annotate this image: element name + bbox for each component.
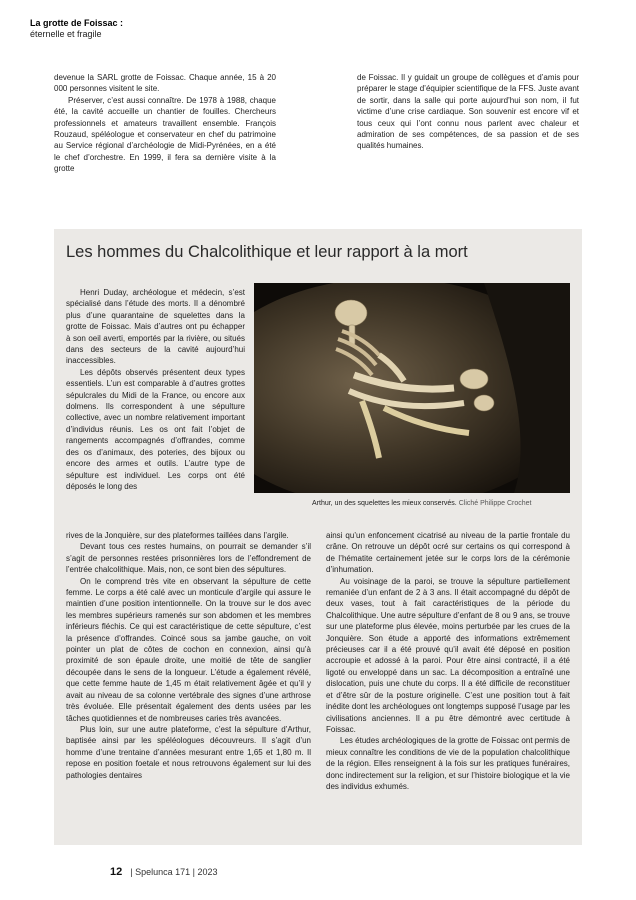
caption-text: Arthur, un des squelettes les mieux conservés. — [312, 500, 457, 507]
paragraph: Devant tous ces restes humains, on pourrait se demander s’il s’agit de personnes restées prisonnières lors de l’effondrement de l’entrée chalcolithique. Mais, non, ce sont bien des sépultures. — [66, 542, 311, 575]
paragraph: Henri Duday, archéologue et médecin, s’est spécialisé dans l’étude des morts. Il a dénombré plus d’une quarantaine de squelettes dans la grotte de Foissac. Mais d’autres ont pu échapper à son oeil averti, emportés par la rivière, ou situés dans des secteurs de la cavité aujourd’hui inaccessibles. — [66, 288, 245, 366]
box-intro-column — [66, 287, 245, 492]
paragraph: On le comprend très vite en observant la sépulture de cette femme. Le corps a été calé avec un monticule d’argile qui assure le maintien d’une position intentionnelle. On la trouve sur le dos avec les membres supérieurs ramenés sur son abdomen et les membres inférieurs fléchis. Ce qui est caractéristique de cette sépulture, c’est la présence d’offrandes. Coincé sous sa jambe gauche, on voit pointer un plat de côtes de cochon en connexion, ainsi qu’à proximité de son épaule droite, une moitié de tête de sanglier découpée dans le sens de la longueur. L’étude a également révélé, que cette femme haute de 1,45 m était relativement âgée et qu’il y avait au niveau de sa colonne vertébrale des signes d’une arthrose très évoluée. Elle présentait également des dents usées par les tâches quotidiennes et de nombreuses caries très avancées. — [66, 576, 311, 723]
top-left-column — [54, 72, 276, 175]
top-right-column — [357, 72, 579, 152]
skeleton-photo — [254, 283, 570, 493]
running-title: La grotte de Foissac : — [30, 18, 124, 28]
box-left-column — [66, 530, 311, 781]
paragraph: Plus loin, sur une autre plateforme, c’est la sépulture d’Arthur, baptisée ainsi par les spéléologues découvreurs. Il s’agit d’un homme d’une trentaine d’années mesurant entre 1,65 et 1,80 m. Il repose en position foetale et nous retrouvons également sur lui des pathologies dentaires — [66, 724, 311, 780]
paragraph: Les études archéologiques de la grotte de Foissac ont permis de mieux connaître les conditions de vie de la population chalcolithique de la région. Elles renseignent à la fois sur les pratiques funéraires, donc indirectement sur la religion, et sur l’histoire biologique et la vie des individus exhumés. — [326, 736, 570, 791]
page-header — [30, 18, 123, 40]
page-number: 12 — [110, 866, 123, 878]
paragraph: de Foissac. Il y guidait un groupe de collègues et d’amis pour préparer le stage d’équipier scientifique de la FFS. Juste avant de sortir, dans la salle qui porte aujourd’hui son nom, il fut victime d’une crise cardiaque. Son souvenir est encore vif et tous ceux qui l’ont connu nous parlent avec chaleur et admiration de ses compétences, de sa passion et de ses qualités humaines. — [357, 73, 579, 151]
paragraph: rives de la Jonquière, sur des plateformes taillées dans l’argile. — [66, 531, 289, 540]
photo-caption — [312, 500, 531, 507]
publication-info: | Spelunca 171 | 2023 — [130, 867, 218, 877]
paragraph: Au voisinage de la paroi, se trouve la sépulture partiellement remaniée d’un enfant de 2 à 3 ans. Il était accompagné du dépôt de deux vases, tout à fait caractéristiques de la période du Chalcolithique. Une autre sépulture d’enfant de 8 ou 9 ans, se trouve sur une plateforme plus élevée, moins perturbée par les crues de la Jonquière. Son étude a apporté des informations extrêmement précieuses car il a été prouvé qu’il avait été déposé en position accroupie et adossé à la paroi. Pour être ainsi contracté, il a été ligoté ou enveloppé dans un sac. La décomposition a entraîné une dislocation, puis une chute du corps. Il a été difficile de reconstituer et d’être sûr de la posture originelle. C’est une position tout à fait inédite dont les archéologues ont longtemps supposé l’usage par les civilisations anciennes. Il a pu être démontré avec certitude à Foissac. — [326, 576, 570, 734]
box-title: Les hommes du Chalcolithique et leur rapport à la mort — [66, 243, 468, 261]
running-subtitle: éternelle et fragile — [30, 29, 102, 39]
paragraph: ainsi qu’un enfoncement cicatrisé au niveau de la partie frontale du crâne. On retrouve un dépôt ocré sur certains os qui correspond à de l’hématite certainement jetée sur le corps lors de la cérémonie d’inhumation. — [326, 531, 570, 575]
paragraph: devenue la SARL grotte de Foissac. Chaque année, 15 à 20 000 personnes visitent le site. — [54, 73, 276, 94]
paragraph: Les dépôts observés présentent deux types essentiels. L’un est comparable à d’autres grottes sépulcrales du Midi de la France, ou encore aux dolmens. Ils correspondent à une sépulture collective, avec un nombre relativement important d’individus réunis. Les os ont fait l’objet de rangements accompagnés d’offrandes, comme des os d’animaux, des poteries, des bijoux ou encore des armes et outils. L’autre type de sépulture est individuel. Les corps ont été déposés le long des — [66, 367, 245, 491]
box-right-column — [326, 530, 570, 792]
paragraph: Préserver, c’est aussi connaître. De 1978 à 1988, chaque été, la cavité accueille un chantier de fouilles. Chercheurs professionnels et amateurs travaillent ensemble. François Rouzaud, spéléologue et conservateur en chef du patrimoine au Service régional d’archéologie de Midi-Pyrénées, en a été le chef d’orchestre. En 1999, il fera sa dernière visite à la grotte — [54, 95, 276, 174]
page-footer — [110, 866, 218, 878]
photo-credit: Cliché Philippe Crochet — [458, 500, 532, 507]
